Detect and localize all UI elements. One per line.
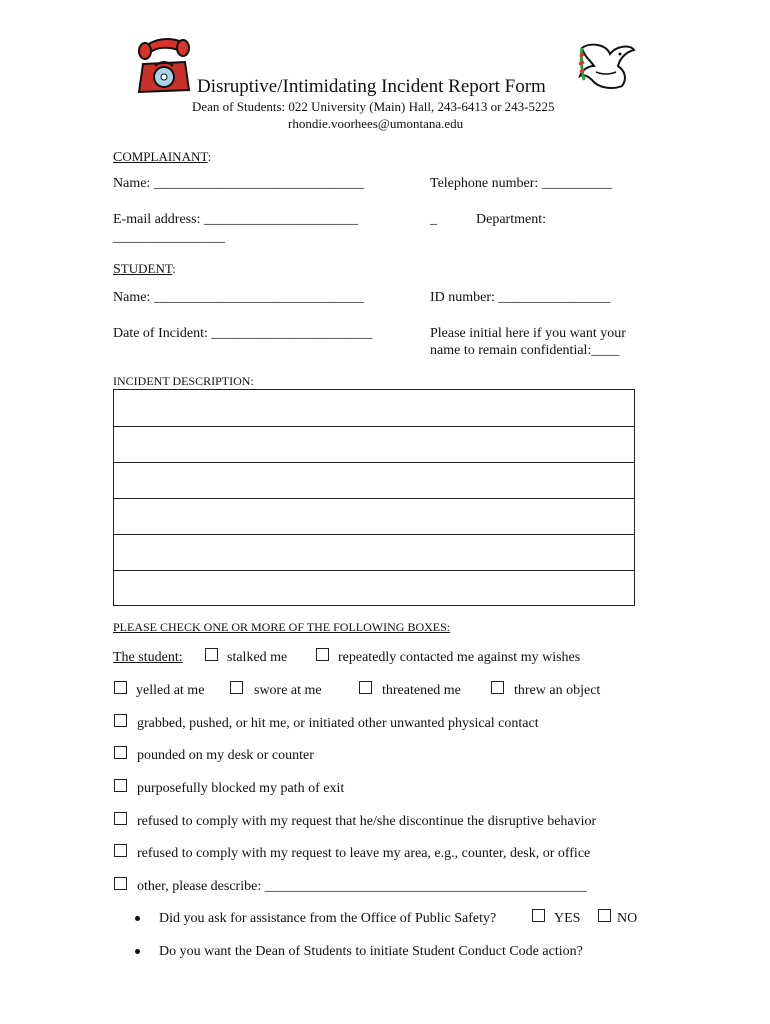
- threatened-label: threatened me: [382, 683, 461, 698]
- complainant-heading: COMPLAINANT:: [113, 149, 212, 165]
- description-line: [114, 570, 634, 571]
- yelled-checkbox[interactable]: [114, 681, 127, 694]
- department-blank[interactable]: _: [430, 212, 437, 227]
- telephone-clipart-icon: [133, 34, 195, 96]
- complainant-department-field[interactable]: Department:: [476, 212, 546, 227]
- description-line: [114, 534, 634, 535]
- threatened-checkbox[interactable]: [359, 681, 372, 694]
- other-checkbox[interactable]: [114, 877, 127, 890]
- threw-object-label: threw an object: [514, 683, 601, 698]
- refused-discontinue-label: refused to comply with my request that he/she discontinue the disruptive behavior: [137, 814, 597, 829]
- blocked-exit-checkbox[interactable]: [114, 779, 127, 792]
- complainant-phone-field[interactable]: Telephone number: __________: [430, 176, 612, 191]
- complainant-name-field[interactable]: Name: ______________________________: [113, 176, 364, 191]
- description-line: [114, 498, 634, 499]
- dove-clipart-icon: [576, 40, 636, 94]
- swore-checkbox[interactable]: [230, 681, 243, 694]
- confidential-initial-field[interactable]: name to remain confidential:____: [430, 343, 620, 358]
- pounded-checkbox[interactable]: [114, 746, 127, 759]
- incident-heading: INCIDENT DESCRIPTION:: [113, 374, 254, 388]
- incident-description-box[interactable]: [113, 389, 635, 606]
- stalked-label: stalked me: [227, 650, 288, 665]
- blocked-exit-label: purposefully blocked my path of exit: [137, 781, 345, 796]
- stalked-checkbox[interactable]: [205, 648, 218, 661]
- other-describe-field[interactable]: other, please describe: ______________________________________________: [137, 879, 587, 894]
- swore-label: swore at me: [254, 683, 322, 698]
- incident-date-field[interactable]: Date of Incident: _______________________: [113, 326, 373, 341]
- grabbed-label: grabbed, pushed, or hit me, or initiated other unwanted physical contact: [137, 716, 539, 731]
- student-heading: STUDENT:: [113, 261, 176, 277]
- complainant-email-field[interactable]: E-mail address: ______________________: [113, 212, 358, 227]
- the-student-label: The student:: [113, 650, 183, 665]
- office-email: rhondie.voorhees@umontana.edu: [288, 116, 464, 131]
- yes-checkbox[interactable]: [532, 909, 545, 922]
- no-label: NO: [617, 911, 638, 926]
- description-line: [114, 462, 634, 463]
- complainant-email-field-continued[interactable]: ________________: [113, 230, 225, 245]
- conduct-code-question: Do you want the Dean of Students to initiate Student Conduct Code action?: [159, 944, 583, 959]
- grabbed-checkbox[interactable]: [114, 714, 127, 727]
- form-title: Disruptive/Intimidating Incident Report Form: [197, 76, 546, 97]
- threw-object-checkbox[interactable]: [491, 681, 504, 694]
- public-safety-question: Did you ask for assistance from the Office of Public Safety?: [159, 911, 497, 926]
- pounded-label: pounded on my desk or counter: [137, 748, 314, 763]
- office-address: Dean of Students: 022 University (Main) Hall, 243-6413 or 243-5225: [192, 99, 555, 114]
- student-id-field[interactable]: ID number: ________________: [430, 290, 611, 305]
- student-name-field[interactable]: Name: ______________________________: [113, 290, 364, 305]
- bullet-icon: [135, 916, 140, 921]
- yes-label: YES: [554, 911, 581, 926]
- repeatedly-contacted-label: repeatedly contacted me against my wishes: [338, 650, 581, 665]
- description-line: [114, 426, 634, 427]
- refused-discontinue-checkbox[interactable]: [114, 812, 127, 825]
- checklist-heading: PLEASE CHECK ONE OR MORE OF THE FOLLOWING BOXES:: [113, 620, 451, 634]
- no-checkbox[interactable]: [598, 909, 611, 922]
- confidential-line-1: Please initial here if you want your: [430, 326, 626, 341]
- yelled-label: yelled at me: [136, 683, 205, 698]
- repeatedly-contacted-checkbox[interactable]: [316, 648, 329, 661]
- bullet-icon: [135, 949, 140, 954]
- refused-leave-checkbox[interactable]: [114, 844, 127, 857]
- refused-leave-label: refused to comply with my request to leave my area, e.g., counter, desk, or office: [137, 846, 591, 861]
